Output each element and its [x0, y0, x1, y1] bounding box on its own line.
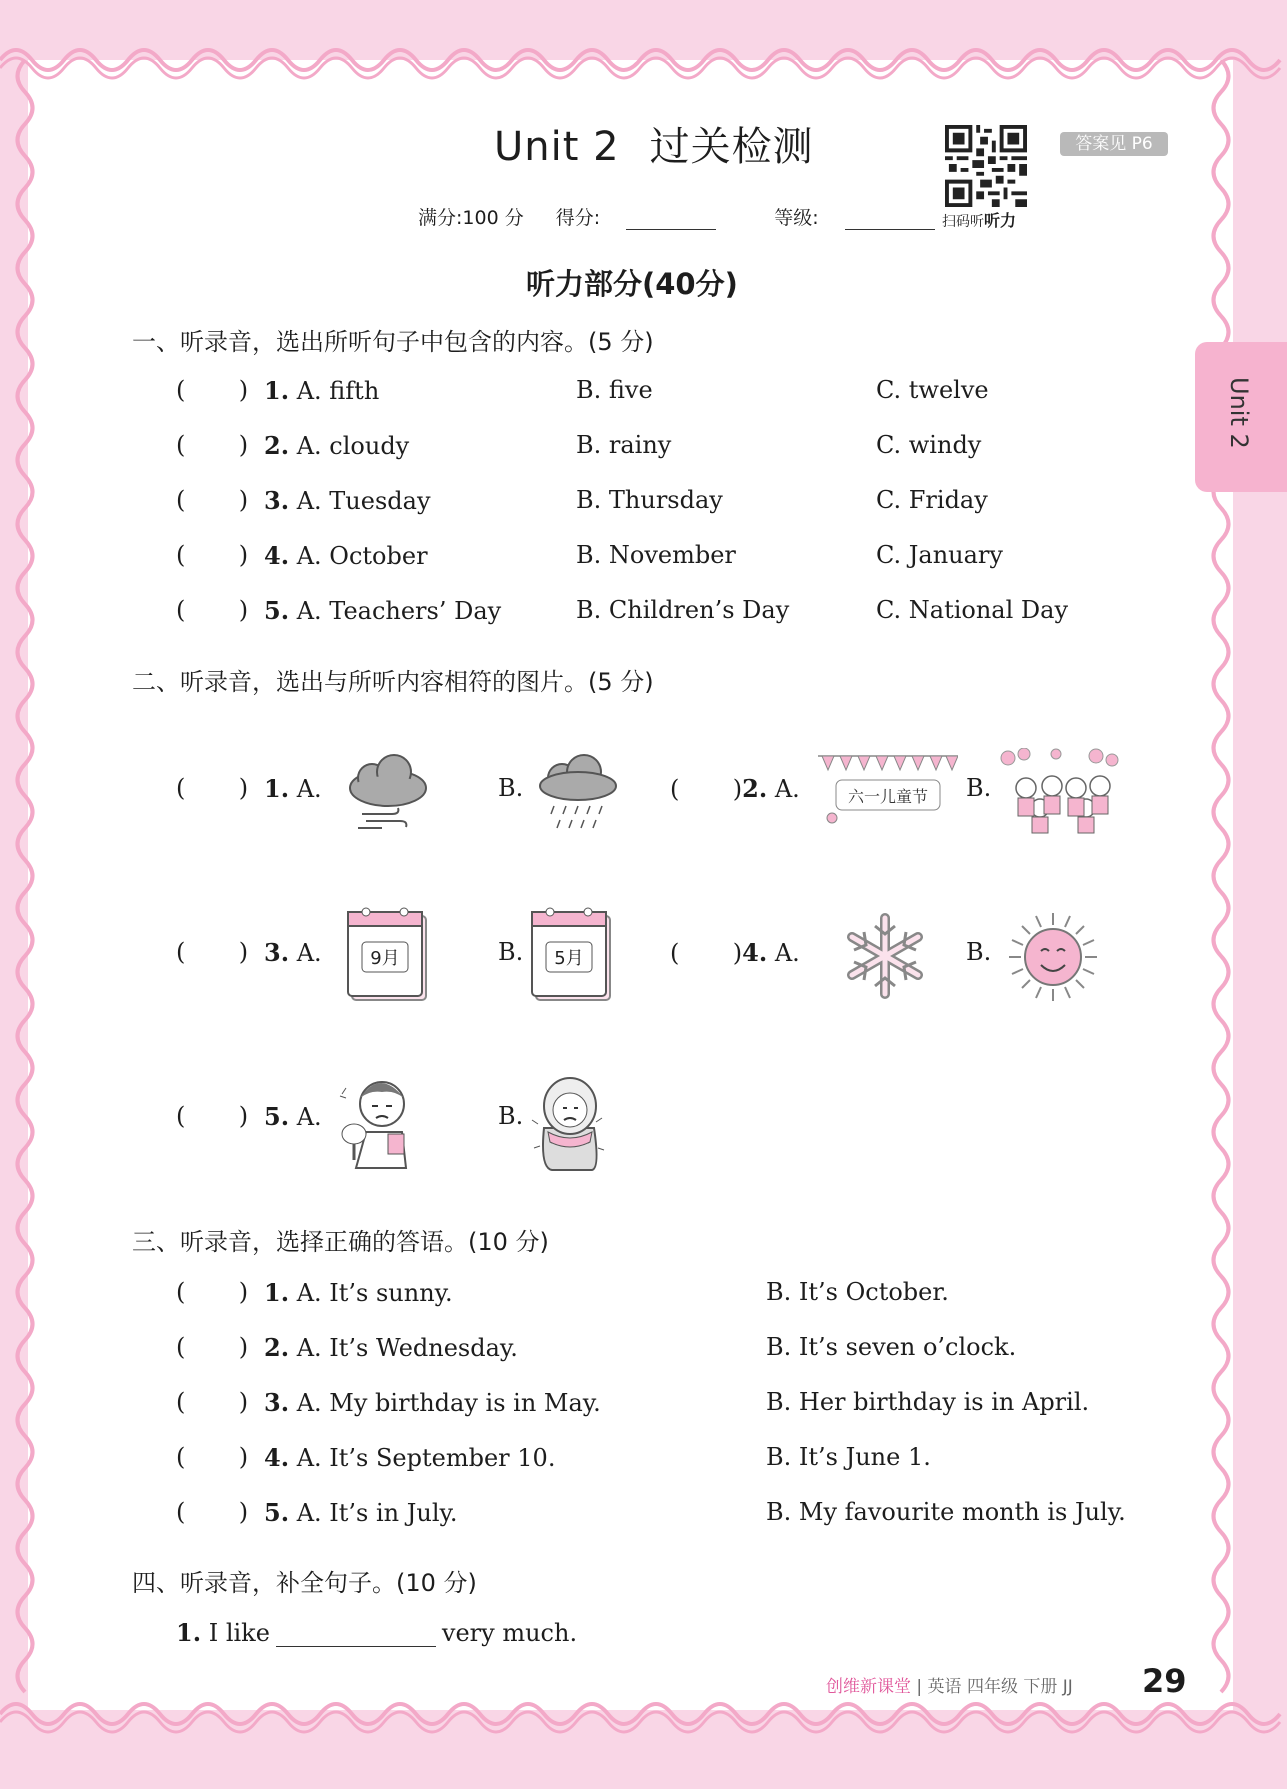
answer-bracket[interactable]: ( ) — [670, 939, 743, 967]
option-a: A. Teachers’ Day — [296, 597, 502, 625]
score-label: 得分: — [555, 207, 601, 229]
option-a: A. It’s sunny. — [296, 1279, 453, 1307]
calendar-icon[interactable] — [528, 906, 624, 1006]
answer-reference-badge: 答案见 P6 — [1060, 132, 1168, 156]
answer-bracket[interactable]: ( ) — [176, 938, 249, 966]
answer-bracket[interactable]: ( ) — [176, 541, 249, 569]
fill-in-blank[interactable] — [276, 1624, 436, 1647]
answer-bracket[interactable]: ( ) — [176, 376, 249, 404]
q-number: 3. — [264, 1388, 290, 1417]
page-number: 29 — [1142, 1662, 1187, 1700]
option-a: A. — [296, 939, 322, 967]
option-b: B. Her birthday is in April. — [766, 1388, 1090, 1416]
q-number: 4. — [742, 938, 768, 967]
q-number: 2. — [742, 774, 768, 803]
q-number: 5. — [264, 1498, 290, 1527]
footer-info: 英语 四年级 下册 JJ — [927, 1677, 1073, 1697]
q-number: 1. — [264, 376, 290, 405]
footer-brand: 创维新课堂 — [826, 1677, 911, 1697]
option-a: A. October — [296, 542, 428, 570]
q-number: 4. — [264, 1443, 290, 1472]
q-number: 2. — [264, 1333, 290, 1362]
option-b: B. — [498, 774, 524, 802]
answer-bracket[interactable]: ( ) — [176, 1278, 249, 1306]
q-number: 3. — [264, 938, 290, 967]
footer — [826, 1672, 1073, 1697]
q-number: 5. — [264, 596, 290, 625]
wave-border-right — [1206, 60, 1236, 1710]
q-number: 2. — [264, 431, 290, 460]
calendar-icon[interactable] — [344, 906, 440, 1006]
q-number: 1. — [264, 1278, 290, 1307]
part-title: 听力部分(40分) — [526, 267, 738, 301]
option-b: B. November — [576, 541, 736, 569]
sentence-start: I like — [208, 1619, 270, 1647]
option-b: B. It’s October. — [766, 1278, 949, 1306]
option-a: A. It’s in July. — [296, 1499, 458, 1527]
section-4-heading: 四、听录音，补全句子。(10 分) — [132, 1569, 477, 1597]
banner-text: 六一儿童节 — [847, 787, 929, 806]
answer-bracket[interactable]: ( ) — [176, 1498, 249, 1526]
qr-label-big: 听力 — [984, 211, 1017, 230]
option-a: A. cloudy — [296, 432, 410, 460]
option-c: C. January — [876, 541, 1003, 569]
option-c: C. Friday — [876, 486, 988, 514]
windy-cloud-icon[interactable] — [340, 748, 436, 838]
option-b: B. — [966, 774, 992, 802]
title-unit: Unit 2 — [494, 124, 620, 170]
section-2-heading: 二、听录音，选出与所听内容相符的图片。(5 分) — [132, 668, 654, 696]
q-number: 3. — [264, 486, 290, 515]
q-number: 1. — [264, 774, 290, 803]
option-b: B. — [498, 1102, 524, 1130]
answer-bracket[interactable]: ( ) — [176, 486, 249, 514]
score-blank[interactable] — [626, 211, 716, 230]
option-c: C. National Day — [876, 596, 1069, 624]
q-number: 1. — [176, 1618, 202, 1647]
s4-question-1 — [176, 1618, 577, 1647]
option-b: B. — [498, 938, 524, 966]
side-tab — [1195, 342, 1287, 492]
snowflake-icon[interactable] — [836, 910, 934, 1002]
full-score: 满分:100 分 — [418, 207, 524, 229]
hot-boy-fan-icon[interactable] — [336, 1068, 422, 1172]
option-b: B. five — [576, 376, 653, 404]
grade-blank[interactable] — [845, 211, 935, 230]
answer-bracket[interactable]: ( ) — [176, 1102, 249, 1130]
option-a: A. — [774, 939, 800, 967]
wave-border-top — [0, 40, 1287, 80]
cold-person-icon[interactable] — [530, 1068, 610, 1172]
answer-bracket[interactable]: ( ) — [670, 775, 743, 803]
q-number: 5. — [264, 1102, 290, 1131]
option-b: B. My favourite month is July. — [766, 1498, 1126, 1526]
qr-code-icon[interactable] — [945, 125, 1027, 207]
answer-bracket[interactable]: ( ) — [176, 774, 249, 802]
score-line — [418, 203, 987, 230]
childrens-day-banner-icon[interactable] — [818, 752, 958, 828]
qr-label-small: 扫码听 — [942, 214, 984, 230]
option-a: A. It’s September 10. — [296, 1444, 556, 1472]
option-a: A. — [296, 775, 322, 803]
option-c: C. windy — [876, 431, 982, 459]
section-1-heading: 一、听录音，选出所听句子中包含的内容。(5 分) — [132, 328, 654, 356]
grade-label: 等级: — [774, 207, 819, 229]
option-a: A. It’s Wednesday. — [296, 1334, 518, 1362]
option-b: B. It’s seven o’clock. — [766, 1333, 1017, 1361]
option-b: B. It’s June 1. — [766, 1443, 931, 1471]
s2-question-2 — [670, 774, 800, 803]
option-b: B. — [966, 938, 992, 966]
side-tab-label: Unit 2 — [1225, 377, 1253, 449]
rain-cloud-icon[interactable] — [530, 748, 626, 840]
option-a: A. Tuesday — [296, 487, 431, 515]
section-3-heading: 三、听录音，选择正确的答语。(10 分) — [132, 1228, 549, 1256]
sun-icon[interactable] — [1006, 910, 1100, 1004]
option-c: C. twelve — [876, 376, 989, 404]
s2-question-4 — [670, 938, 800, 967]
option-a: A. My birthday is in May. — [296, 1389, 601, 1417]
children-group-icon[interactable] — [996, 748, 1124, 836]
option-b: B. rainy — [576, 431, 672, 459]
answer-bracket[interactable]: ( ) — [176, 1333, 249, 1361]
answer-bracket[interactable]: ( ) — [176, 596, 249, 624]
calendar-month: 5月 — [554, 948, 584, 969]
title-cn: 过关检测 — [649, 124, 814, 170]
option-b: B. Children’s Day — [576, 596, 790, 624]
answer-bracket[interactable]: ( ) — [176, 1388, 249, 1416]
option-a: A. — [296, 1103, 322, 1131]
sentence-end: very much. — [441, 1619, 578, 1647]
wave-border-left — [10, 60, 40, 1710]
option-b: B. Thursday — [576, 486, 723, 514]
footer-divider: | — [916, 1677, 923, 1697]
option-a: A. — [774, 775, 800, 803]
page-title — [494, 115, 814, 172]
option-a: A. fifth — [296, 377, 380, 405]
calendar-month: 9月 — [370, 948, 400, 969]
answer-bracket[interactable]: ( ) — [176, 1443, 249, 1471]
answer-bracket[interactable]: ( ) — [176, 431, 249, 459]
wave-border-bottom — [0, 1700, 1287, 1740]
q-number: 4. — [264, 541, 290, 570]
